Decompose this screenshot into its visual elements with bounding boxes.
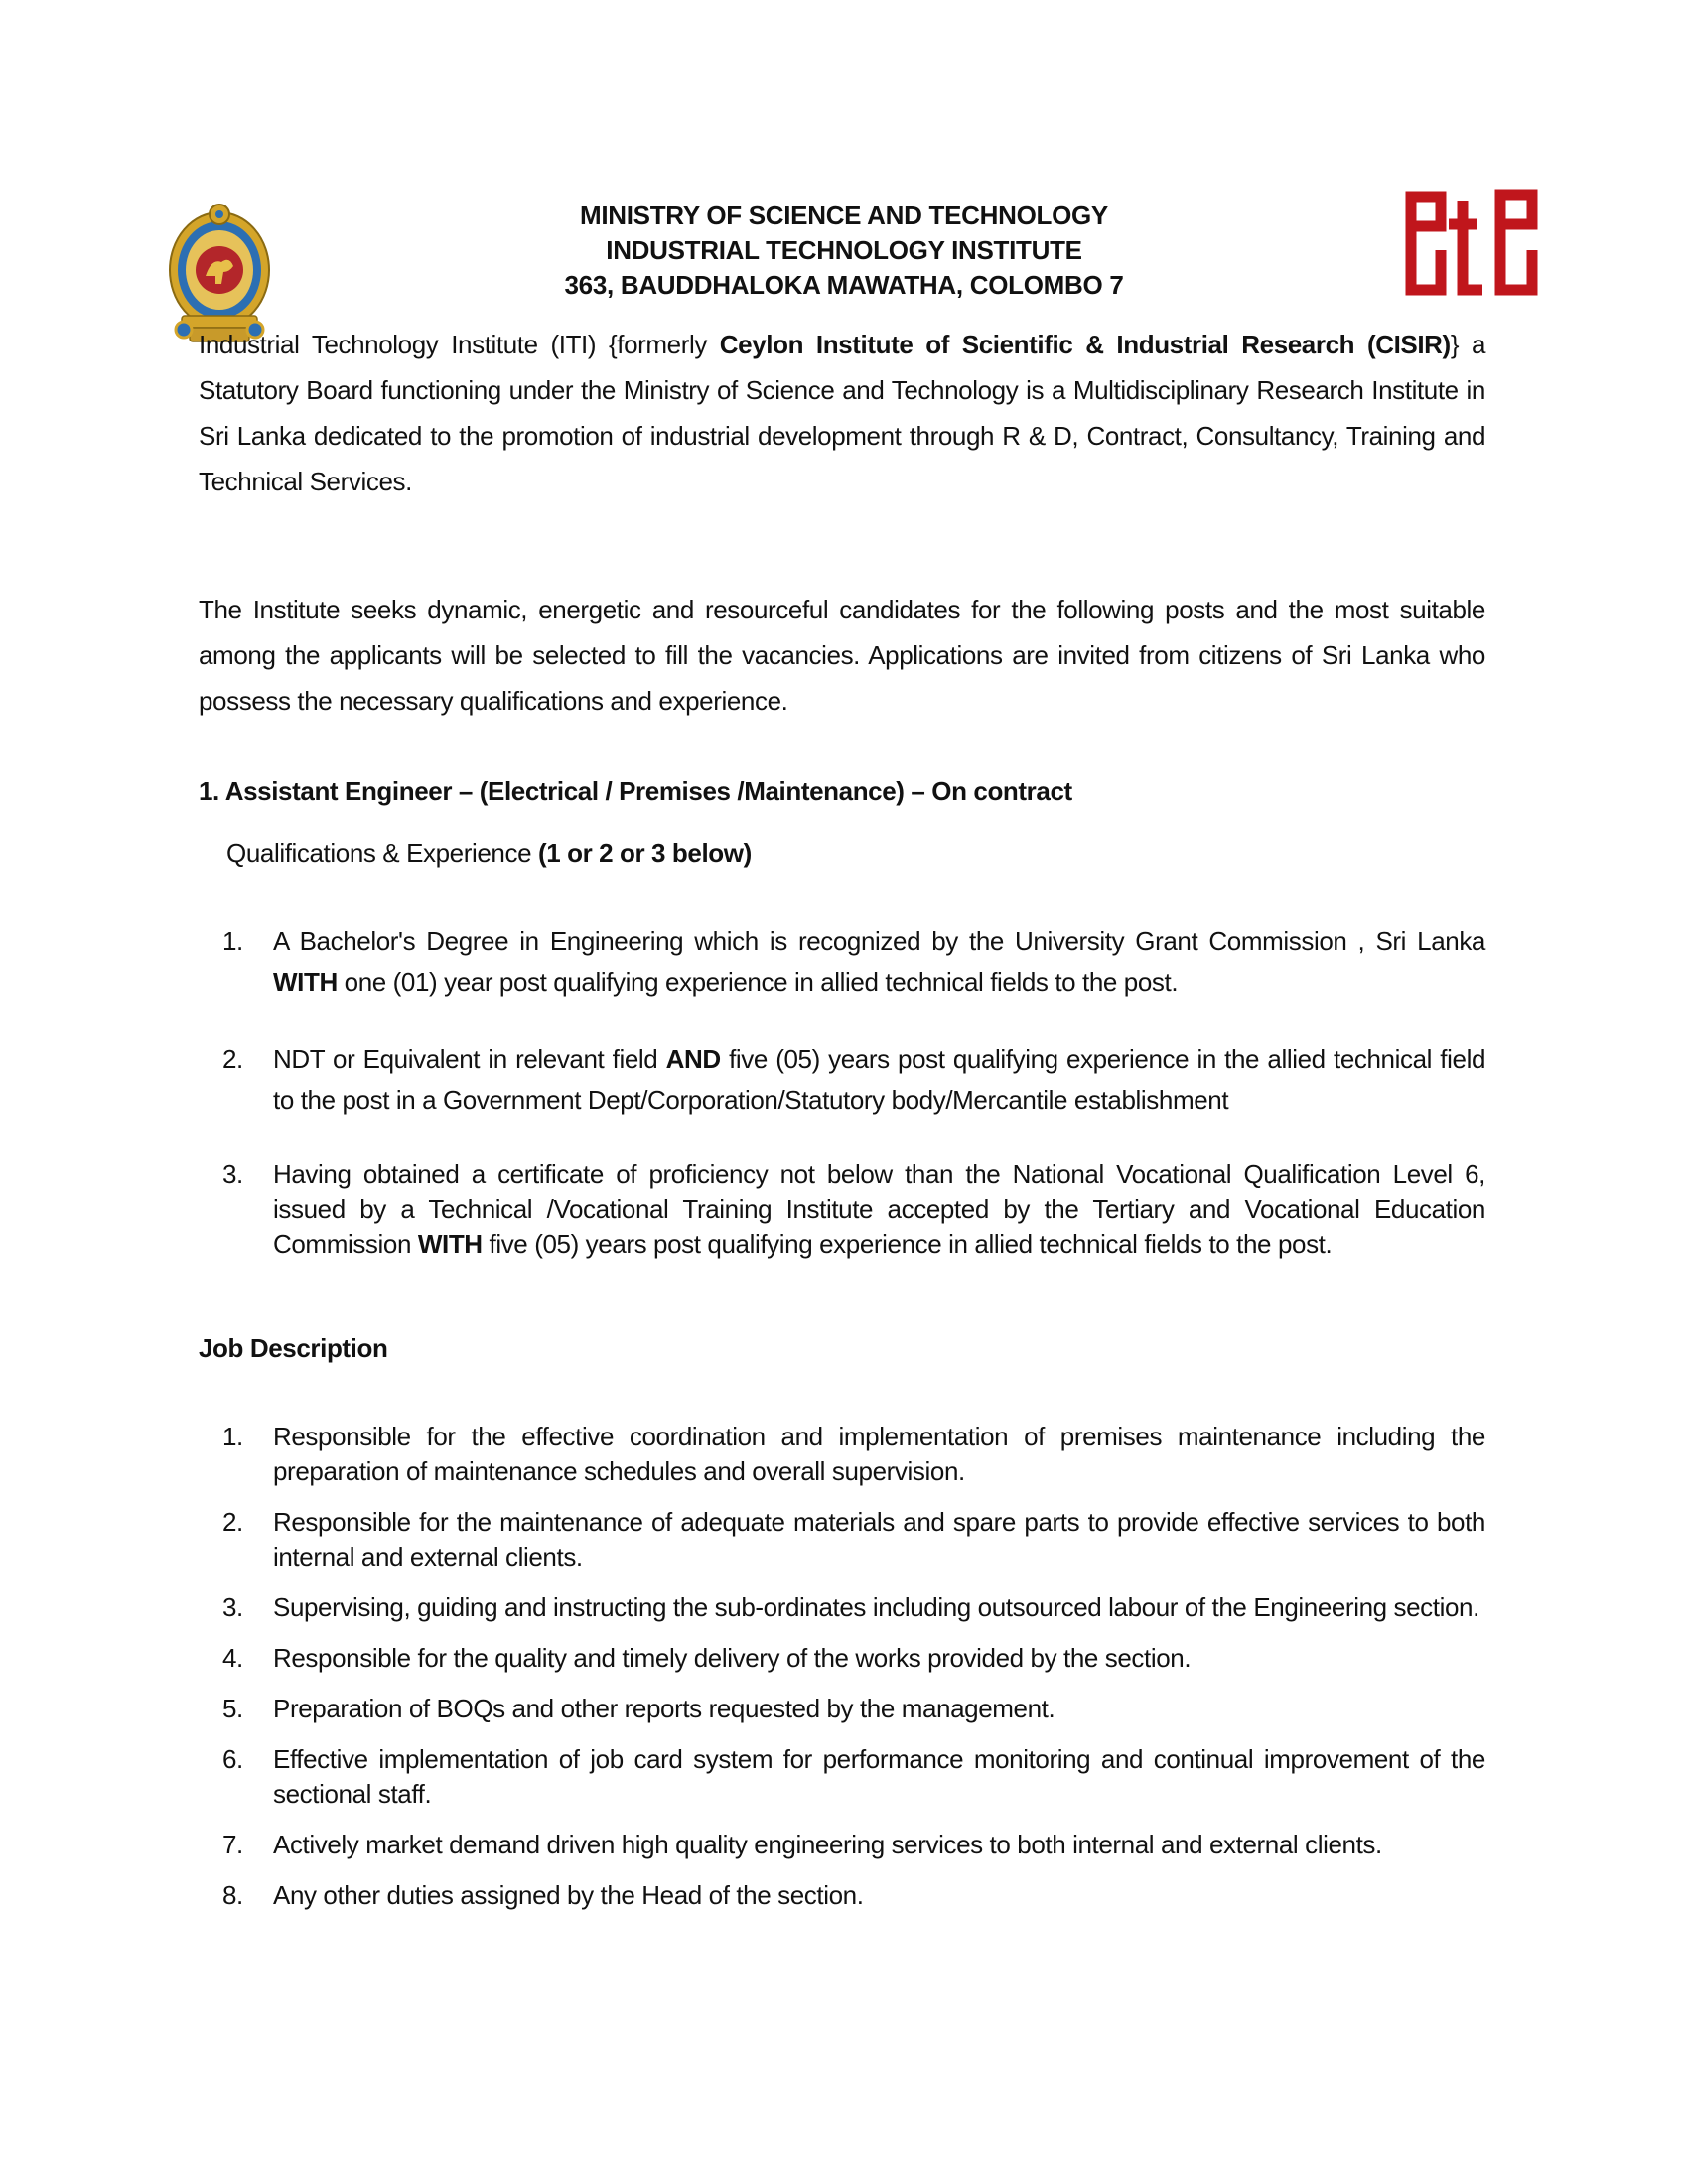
qualification-text-a: Having obtained a certificate of proficiency not below than the National Vocational Qualification Level 6, issued by a Technical /Vocational Training Institute accepted by the Tertiary and Vocational Education Commission — [273, 1160, 1485, 1259]
duty-text: Responsible for the quality and timely delivery of the works provided by the section. — [273, 1643, 1192, 1673]
duty-text: Effective implementation of job card system for performance monitoring and continual improvement of the sectional staff. — [273, 1744, 1485, 1809]
qualification-text — [273, 1158, 1485, 1262]
qualification-keyword: WITH — [273, 967, 338, 997]
list-number: 7. — [222, 1830, 243, 1859]
intro-paragraph-1 — [199, 322, 1485, 504]
list-number: 5. — [222, 1694, 243, 1723]
list-number: 4. — [222, 1643, 243, 1673]
list-number: 2. — [222, 1044, 243, 1074]
list-number: 1. — [222, 926, 243, 956]
ministry-name: MINISTRY OF SCIENCE AND TECHNOLOGY — [580, 201, 1108, 230]
list-number: 6. — [222, 1744, 243, 1774]
qualification-keyword: WITH — [417, 1229, 483, 1259]
qualification-text — [273, 1039, 1485, 1121]
duty-text: Any other duties assigned by the Head of the section. — [273, 1880, 864, 1910]
qualifications-label — [226, 838, 752, 869]
post-title: 1. Assistant Engineer – (Electrical / Premises /Maintenance) – On contract — [199, 776, 1072, 806]
job-description-heading: Job Description — [199, 1333, 388, 1363]
institute-name: INDUSTRIAL TECHNOLOGY INSTITUTE — [606, 235, 1082, 265]
duty-text: Preparation of BOQs and other reports requested by the management. — [273, 1694, 1055, 1723]
duty-text: Actively market demand driven high quality engineering services to both internal and external clients. — [273, 1830, 1382, 1859]
former-name: Ceylon Institute of Scientific & Industrial Research (CISIR) — [719, 330, 1451, 359]
qualifications-options: (1 or 2 or 3 below) — [537, 838, 752, 868]
iti-logo — [1405, 187, 1539, 296]
qualification-text-a: A Bachelor's Degree in Engineering which is recognized by the University Grant Commission , Sri Lanka — [273, 926, 1485, 956]
duty-text: Responsible for the effective coordination and implementation of premises maintenance including the preparation of maintenance schedules and overall supervision. — [273, 1422, 1485, 1486]
qualification-text-b: five (05) years post qualifying experience in the allied technical field to the post in a Government Dept/Corporation/Statutory body/Mercantile establishment — [273, 1044, 1485, 1115]
qualifications-label-text: Qualifications & Experience — [226, 838, 538, 868]
duty-text: Responsible for the maintenance of adequate materials and spare parts to provide effective services to both internal and external clients. — [273, 1507, 1485, 1571]
list-number: 8. — [222, 1880, 243, 1910]
qualification-text-a: NDT or Equivalent in relevant field — [273, 1044, 666, 1074]
intro-text-start: Industrial Technology Institute (ITI) {formerly — [199, 330, 720, 359]
qualification-text — [273, 921, 1485, 1003]
list-number: 1. — [222, 1422, 243, 1451]
qualification-keyword: AND — [665, 1044, 721, 1074]
qualification-text-b: one (01) year post qualifying experience in allied technical fields to the post. — [337, 967, 1179, 997]
intro-text-end: } a Statutory Board functioning under the Ministry of Science and Technology is a Multidisciplinary Research Institute in Sri Lanka dedicated to the promotion of industrial development through R & D, Contract, Consultancy, Training and Technical Services. — [199, 330, 1485, 496]
qualification-text-b: five (05) years post qualifying experience in allied technical fields to the post. — [482, 1229, 1333, 1259]
intro-paragraph-2: The Institute seeks dynamic, energetic and resourceful candidates for the following posts and the most suitable among the applicants will be selected to fill the vacancies. Applications are invited from citizens of Sri Lanka who possess the necessary qualifications and experience. — [199, 595, 1485, 716]
list-number: 2. — [222, 1507, 243, 1537]
institute-address: 363, BAUDDHALOKA MAWATHA, COLOMBO 7 — [564, 270, 1124, 300]
duty-text: Supervising, guiding and instructing the sub-ordinates including outsourced labour of the Engineering section. — [273, 1592, 1479, 1622]
list-number: 3. — [222, 1592, 243, 1622]
letterhead — [447, 199, 1241, 303]
list-number: 3. — [222, 1160, 243, 1189]
